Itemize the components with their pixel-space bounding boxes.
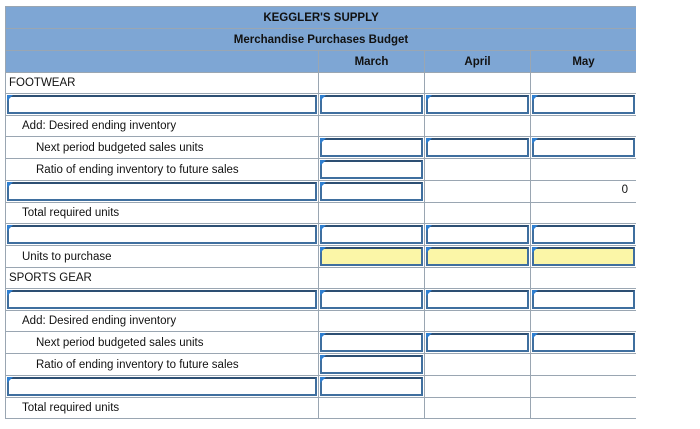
title-header-row <box>6 29 637 51</box>
section-label-footwear: FOOTWEAR <box>6 73 319 94</box>
footwear-desired-march-input[interactable] <box>319 181 425 203</box>
footwear-beginning-april-input[interactable] <box>425 224 531 246</box>
sports-ratio-label: Ratio of ending inventory to future sales <box>6 354 319 376</box>
sports-desired-march-input[interactable] <box>319 376 425 398</box>
sports-next-period-row <box>6 332 637 354</box>
footwear-desired-label-input[interactable] <box>6 181 319 203</box>
sports-desired-inventory-row <box>6 376 637 398</box>
footwear-total-required-row <box>6 203 637 224</box>
footwear-ratio-label: Ratio of ending inventory to future sales <box>6 159 319 181</box>
footwear-add-desired-label: Add: Desired ending inventory <box>6 116 319 137</box>
sports-next-may-input[interactable] <box>531 332 637 354</box>
footwear-purchase-march-input[interactable] <box>319 246 425 268</box>
sports-row-label-input[interactable] <box>6 289 319 311</box>
budget-table <box>5 6 636 419</box>
footwear-sales-may-input[interactable] <box>531 94 637 116</box>
footwear-desired-inventory-row <box>6 181 637 203</box>
column-header-may: May <box>531 51 637 73</box>
column-header-row <box>6 51 637 73</box>
column-header-april: April <box>425 51 531 73</box>
sports-next-april-input[interactable] <box>425 332 531 354</box>
footwear-beginning-march-input[interactable] <box>319 224 425 246</box>
budget-title: Merchandise Purchases Budget <box>6 29 637 51</box>
footwear-beginning-may-input[interactable] <box>531 224 637 246</box>
footwear-row-label-input[interactable] <box>6 94 319 116</box>
purchases-budget-sheet <box>5 6 636 429</box>
footwear-units-to-purchase-label: Units to purchase <box>6 246 319 268</box>
sports-sales-april-input[interactable] <box>425 289 531 311</box>
footwear-sales-march-input[interactable] <box>319 94 425 116</box>
footwear-ratio-row <box>6 159 637 181</box>
footwear-next-april-input[interactable] <box>425 137 531 159</box>
footwear-sales-april-input[interactable] <box>425 94 531 116</box>
section-row-footwear <box>6 73 637 94</box>
sports-add-desired-label: Add: Desired ending inventory <box>6 311 319 332</box>
sports-next-march-input[interactable] <box>319 332 425 354</box>
footwear-units-to-purchase-row <box>6 246 637 268</box>
company-header-row <box>6 7 637 29</box>
footwear-desired-may-value: 0 <box>531 181 637 203</box>
section-row-sports-gear <box>6 268 637 289</box>
footwear-next-march-input[interactable] <box>319 137 425 159</box>
column-header-march: March <box>319 51 425 73</box>
sports-sales-input-row <box>6 289 637 311</box>
column-header-blank <box>6 51 319 73</box>
sports-add-desired-row <box>6 311 637 332</box>
footwear-sales-input-row <box>6 94 637 116</box>
sports-ratio-row <box>6 354 637 376</box>
footwear-purchase-may-input[interactable] <box>531 246 637 268</box>
sports-total-required-row <box>6 398 637 419</box>
sports-next-period-label: Next period budgeted sales units <box>6 332 319 354</box>
company-name: KEGGLER'S SUPPLY <box>6 7 637 29</box>
sports-sales-march-input[interactable] <box>319 289 425 311</box>
footwear-next-may-input[interactable] <box>531 137 637 159</box>
footwear-add-desired-row <box>6 116 637 137</box>
footwear-beginning-inventory-row <box>6 224 637 246</box>
footwear-next-period-row <box>6 137 637 159</box>
footwear-total-required-label: Total required units <box>6 203 319 224</box>
footwear-beginning-label-input[interactable] <box>6 224 319 246</box>
sports-total-required-label: Total required units <box>6 398 319 419</box>
footwear-ratio-input[interactable] <box>319 159 425 181</box>
section-label-sports-gear: SPORTS GEAR <box>6 268 319 289</box>
sports-desired-label-input[interactable] <box>6 376 319 398</box>
footwear-purchase-april-input[interactable] <box>425 246 531 268</box>
sports-sales-may-input[interactable] <box>531 289 637 311</box>
sports-ratio-input[interactable] <box>319 354 425 376</box>
footwear-next-period-label: Next period budgeted sales units <box>6 137 319 159</box>
